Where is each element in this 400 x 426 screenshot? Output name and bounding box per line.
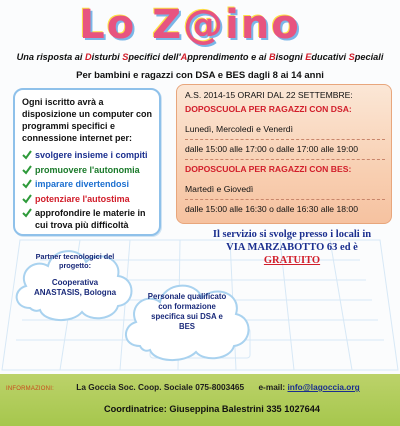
footer-email-link[interactable]: info@lagoccia.org	[287, 382, 360, 392]
features-list	[22, 150, 152, 231]
tagline-part: E	[305, 52, 312, 62]
tagline-part: isogni	[275, 52, 306, 62]
feature-item	[22, 165, 152, 177]
partner-label: Partner tecnologici del progetto:	[35, 252, 115, 270]
tagline-part: isturbi	[91, 52, 123, 62]
footer-org: La Goccia Soc. Coop. Sociale 075-8003465	[76, 382, 245, 392]
dsa-hours: dalle 15:00 alle 17:00 o dalle 17:00 alle 19:00	[185, 144, 358, 154]
divider	[185, 139, 385, 140]
dsa-days: Lunedì, Mercoledì e Venerdì	[185, 124, 293, 134]
logo-text: Lo Z@ino	[79, 2, 301, 48]
feature-item	[22, 179, 152, 191]
schedule-box	[176, 84, 392, 224]
checkmark-icon	[22, 165, 32, 175]
tagline-part: pprendimento e ai	[187, 52, 269, 62]
feature-item	[22, 194, 152, 206]
divider	[185, 159, 385, 160]
footer-email-label: e-mail:	[258, 382, 286, 392]
feature-text: potenziare l'autostima	[35, 193, 130, 204]
subline: Per bambini e ragazzi con DSA e BES dagli 8 ai 14 anni	[76, 70, 324, 81]
checkmark-icon	[22, 208, 32, 218]
service-line-1: Il servizio si svolge presso i locali in	[212, 229, 372, 240]
partner-name: Cooperativa ANASTASIS, Bologna	[33, 278, 117, 297]
checkmark-icon	[22, 150, 32, 160]
tagline-part: B	[268, 52, 276, 62]
feature-item	[22, 150, 152, 162]
bes-title: DOPOSCUOLA PER RAGAZZI CON BES:	[185, 164, 352, 174]
features-box	[13, 88, 161, 236]
tagline-part: S	[122, 52, 129, 62]
service-line-2: VIA MARZABOTTO 63 ed è	[226, 242, 358, 253]
feature-text: imparare divertendosi	[35, 179, 130, 189]
checkmark-icon	[22, 179, 32, 189]
tagline-part: Una risposta ai	[16, 52, 85, 62]
feature-text: promuovere l'autonomia	[35, 164, 140, 175]
bes-days: Martedì e Giovedì	[185, 184, 254, 194]
service-info	[196, 228, 388, 267]
tagline-part: pecifici dell'	[128, 52, 181, 62]
tagline-part: A	[180, 52, 188, 62]
schedule-header: A.S. 2014-15 ORARI DAL 22 SETTEMBRE:	[185, 90, 353, 100]
features-intro: Ogni iscritto avrà a disposizione un computer con programmi specifici e connessione internet per:	[22, 97, 153, 143]
feature-item	[22, 208, 152, 231]
logo	[60, 2, 320, 50]
bes-hours: dalle 15:00 alle 16:30 o dalle 16:30 alle 18:00	[185, 204, 358, 214]
feature-text: svolgere insieme i compiti	[35, 150, 148, 160]
tagline-part: ducativi	[311, 52, 349, 62]
footer	[0, 374, 400, 426]
tagline-part: S	[348, 52, 355, 62]
feature-text: approfondire le materie in cui trova più difficoltà	[35, 208, 146, 230]
footer-label: INFORMAZIONI:	[6, 386, 54, 392]
tagline-part: D	[85, 52, 92, 62]
tagline	[10, 52, 390, 62]
service-free: GRATUITO	[263, 255, 321, 266]
footer-contacts	[6, 382, 360, 392]
divider	[185, 199, 385, 200]
tagline-part: peciali	[354, 52, 384, 62]
dsa-title: DOPOSCUOLA PER RAGAZZI CON DSA:	[185, 104, 352, 114]
checkmark-icon	[22, 194, 32, 204]
staff-text: Personale qualificato con formazione specifica sui DSA e BES	[147, 292, 227, 331]
footer-coordinator: Coordinatrice: Giuseppina Balestrini 335 1027644	[104, 404, 320, 414]
